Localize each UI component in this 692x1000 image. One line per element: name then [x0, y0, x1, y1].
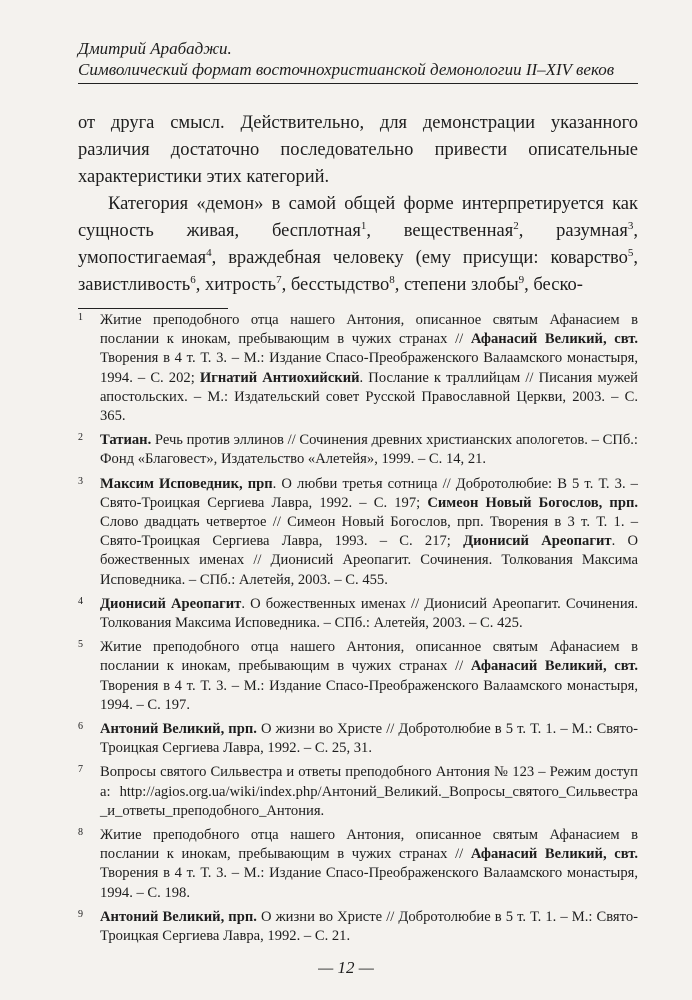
footnote-7 [78, 763, 638, 821]
footnote-text: Речь против эллинов // Сочинения древних христианских апологетов. – СПб.: Фонд «Благовест», Издательство «Алетейя», 1999. – С. 14, 21. [100, 432, 638, 468]
footnote-1 [78, 311, 638, 426]
footnote-ref-9: 9 [518, 273, 525, 286]
footnote-author: Антоний Великий, прп. [100, 908, 257, 925]
text-run: , разумная [518, 221, 628, 241]
footnote-text: Житие преподобного отца нашего Антония, описанное святым Афанасием в послании к инокам, пребывающим в чужих странах // [100, 639, 638, 675]
footnote-9 [78, 908, 638, 946]
footnote-rule [78, 308, 228, 309]
footnote-number: 3 [78, 475, 83, 487]
running-head [78, 38, 638, 80]
footnote-author: Максим Исповедник, прп [100, 475, 273, 492]
running-head-author: Дмитрий Арабаджи. [78, 39, 232, 58]
footnote-3 [78, 475, 638, 590]
footnote-ref-6: 6 [190, 273, 196, 286]
footnote-text: Творения в 4 т. Т. 3. – М.: Издание Спасо-Преображенского Валаамского монастыря, 1994. – С. 197. [100, 677, 638, 713]
footnotes [78, 311, 638, 951]
footnote-text: О жизни во Христе // Добротолюбие в 5 т. Т. 1. – М.: Свято-Троицкая Сергиева Лавра, 1992. – С. 25, 31. [100, 721, 638, 757]
footnote-ref-4: 4 [206, 246, 212, 259]
footnote-text: . О божественных именах // Дионисий Ареопагит. Сочинения. Толкования Максима Исповедника. – СПб.: Алетейя, 2003. – С. 425. [100, 595, 638, 632]
footnote-text: Творения в 4 т. Т. 3. – М.: Издание Спасо-Преображенского Валаамского монастыря, 1994. – С. 202; [100, 350, 638, 386]
text-run: , хитрость [195, 275, 277, 295]
footnote-text: Слово двадцать четвертое // Симеон Новый Богослов, прп. Творения в 3 т. Т. 1. – Свято-Троицкая Сергиева Лавра, 1993. – С. 217; [100, 514, 638, 550]
text-run: , бесстыдство [281, 275, 390, 295]
footnote-number: 5 [78, 639, 83, 651]
footnote-author: Дионисий Ареопагит [100, 595, 242, 612]
footnote-author: Антоний Великий, прп. [100, 721, 257, 738]
footnote-number: 6 [78, 721, 83, 733]
footnote-number: 1 [78, 312, 83, 323]
page-number: — 12 — [318, 958, 374, 977]
text-run: , беско- [524, 275, 583, 295]
footnote-ref-1: 1 [360, 219, 367, 232]
footnote-number: 7 [78, 764, 83, 776]
text-run: Категория «демон» в самой общей форме интерпретируется как сущность живая, бесплотная [78, 194, 638, 241]
running-head-title: Символический формат восточнохристианской демонологии II–XIV веков [78, 60, 615, 79]
footnote-text: Творения в 4 т. Т. 3. – М.: Издание Спасо-Преображенского Валаамского монастыря, 1994. – С. 198. [100, 865, 638, 901]
text-run: , умопостигаемая [78, 221, 638, 268]
footnote-text: . О любви третья сотница // Добротолюбие: В 5 т. Т. 3. – Свято-Троицкая Сергиева Лавра, 1992. – С. 197; [100, 475, 638, 511]
footnote-ref-3: 3 [627, 219, 634, 232]
footnote-author: Дионисий Ареопагит [463, 533, 612, 550]
footnote-5 [78, 638, 638, 715]
footnote-ref-8: 8 [389, 273, 395, 286]
footnote-author: Афанасий Великий, свт. [470, 658, 638, 675]
footnote-text: Житие преподобного отца нашего Антония, описанное святым Афанасием в послании к инокам, пребывающим в чужих странах // [100, 827, 638, 863]
footnote-number: 4 [78, 595, 83, 607]
footnote-author: Симеон Новый Богослов, прп. [427, 494, 638, 511]
footnote-author: Игнатий Антиохийский [199, 369, 360, 386]
paragraph-1: от друга смысл. Действительно, для демонстрации указанного различия достаточно последовательно привести описательные характеристики этих категорий. [78, 113, 638, 187]
footnote-text: . О божественных именах // Дионисий Ареопагит. Сочинения. Толкования Максима Исповедника. – СПб.: Алетейя, 2003. – С. 455. [100, 533, 638, 588]
main-text [78, 110, 638, 299]
footnote-6 [78, 720, 638, 758]
footnote-text: Житие преподобного отца нашего Антония, описанное святым Афанасием в послании к инокам, пребывающим в чужих странах // [100, 312, 638, 348]
footnote-number: 8 [78, 827, 83, 839]
paragraph-2 [78, 191, 638, 299]
footnote-ref-5: 5 [627, 246, 634, 259]
footnote-4 [78, 595, 638, 633]
footnote-8 [78, 826, 638, 903]
header-rule [78, 83, 638, 84]
footnote-text: Вопросы святого Сильвестра и ответы преподобного Антония № 123 – Режим доступа: http://agios.org.ua/wiki/index.php/Антоний_Великий._Вопросы_святого_Сильвестра_и_ответы_преподобного_Антония. [100, 764, 638, 819]
footnote-number: 9 [78, 908, 83, 920]
footnote-number: 2 [78, 432, 83, 444]
footnote-ref-7: 7 [276, 273, 282, 286]
text-run: , степени злобы [394, 275, 519, 295]
footnote-author: Афанасий Великий, свт. [470, 331, 638, 348]
footnote-ref-2: 2 [513, 219, 519, 232]
footnote-2 [78, 431, 638, 469]
text-run: , завистливость [78, 248, 638, 295]
text-run: , враждебная человеку (ему присущи: коварство [211, 248, 628, 268]
footnote-text: . Послание к траллийцам // Писания мужей апостольских. – М.: Издательский совет Русской Православной Церкви, 2003. – С. 365. [100, 369, 638, 425]
footnote-author: Татиан. [100, 432, 152, 449]
footnote-text: О жизни во Христе // Добротолюбие в 5 т. Т. 1. – М.: Свято-Троицкая Сергиева Лавра, 1992. – С. 21. [100, 908, 638, 945]
text-run: , вещественная [366, 221, 514, 241]
footnote-author: Афанасий Великий, свт. [470, 846, 638, 863]
